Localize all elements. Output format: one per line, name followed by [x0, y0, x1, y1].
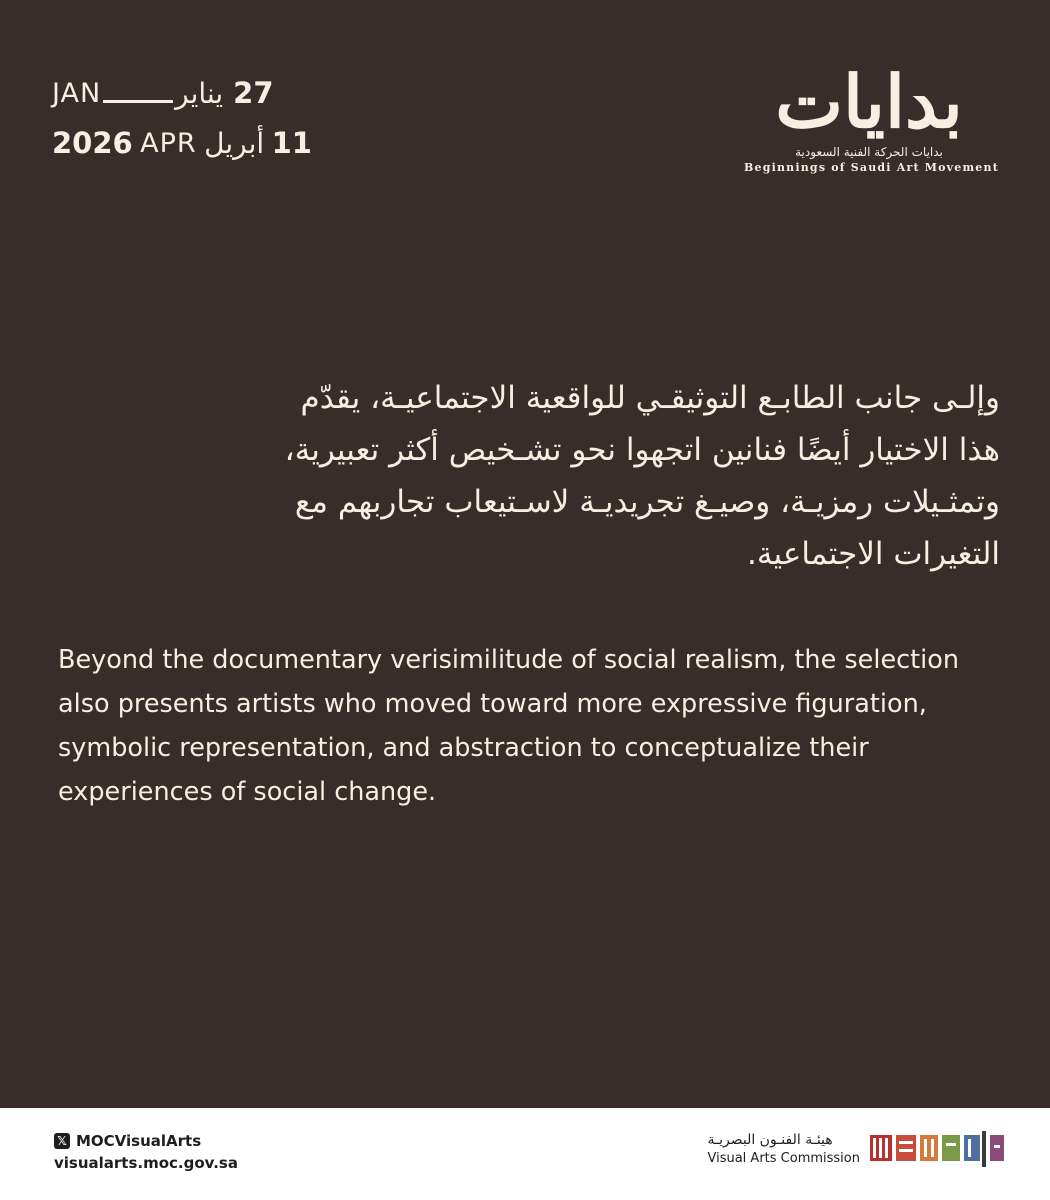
website-link[interactable]: visualarts.moc.gov.sa [54, 1154, 238, 1172]
bidayat-logo [744, 59, 999, 176]
logo-wordmark: بدايات [775, 59, 963, 144]
commission-logo-icon [870, 1131, 1004, 1167]
start-date [52, 70, 312, 116]
year: 2026 [52, 126, 133, 160]
english-line: Beyond the documentary verisimilitude of social realism, the selection [58, 645, 960, 675]
start-month-en: JAN [52, 77, 102, 109]
arabic-line: التغيرات الاجتماعية. [747, 536, 1000, 572]
visual-arts-commission [707, 1130, 1004, 1168]
footer [0, 1108, 1050, 1200]
english-paragraph [58, 638, 1008, 814]
arabic-paragraph [240, 372, 1000, 580]
end-month-ar: أبريل [204, 126, 265, 160]
english-line: also presents artists who moved toward more expressive figuration, [58, 689, 927, 719]
start-day: 27 [233, 76, 274, 110]
commission-name-en: Visual Arts Commission [707, 1151, 860, 1166]
social-links [54, 1130, 238, 1174]
date-dash [103, 100, 173, 103]
exhibition-dates [52, 70, 312, 166]
end-month-en: APR [140, 127, 197, 159]
english-line: symbolic representation, and abstraction to conceptualize their [58, 733, 869, 763]
end-date [52, 120, 312, 166]
commission-name-ar: هيئـة الفنـون البصريـة [707, 1132, 833, 1148]
logo-subtitle-ar: بدايات الحركة الفنية السعودية [795, 145, 943, 159]
arabic-line: وتمثـيلات رمزيـة، وصيـغ تجريديـة لاسـتيعاب تجاربهم مع [294, 484, 1000, 520]
logo-subtitle-en: Beginnings of Saudi Art Movement [744, 161, 999, 174]
english-line: experiences of social change. [58, 777, 437, 807]
social-handle-link[interactable]: MOCVisualArts [76, 1132, 202, 1150]
x-icon[interactable]: 𝕏 [54, 1133, 70, 1149]
arabic-line: هذا الاختيار أيضًا فنانين اتجهوا نحو تشـخيص أكثر تعبيرية، [284, 432, 1000, 468]
start-month-ar: يناير [175, 76, 224, 110]
end-day: 11 [271, 126, 312, 160]
arabic-line: وإلـى جانب الطابـع التوثيقـي للواقعية الاجتماعيـة، يقدّم [300, 380, 1000, 416]
